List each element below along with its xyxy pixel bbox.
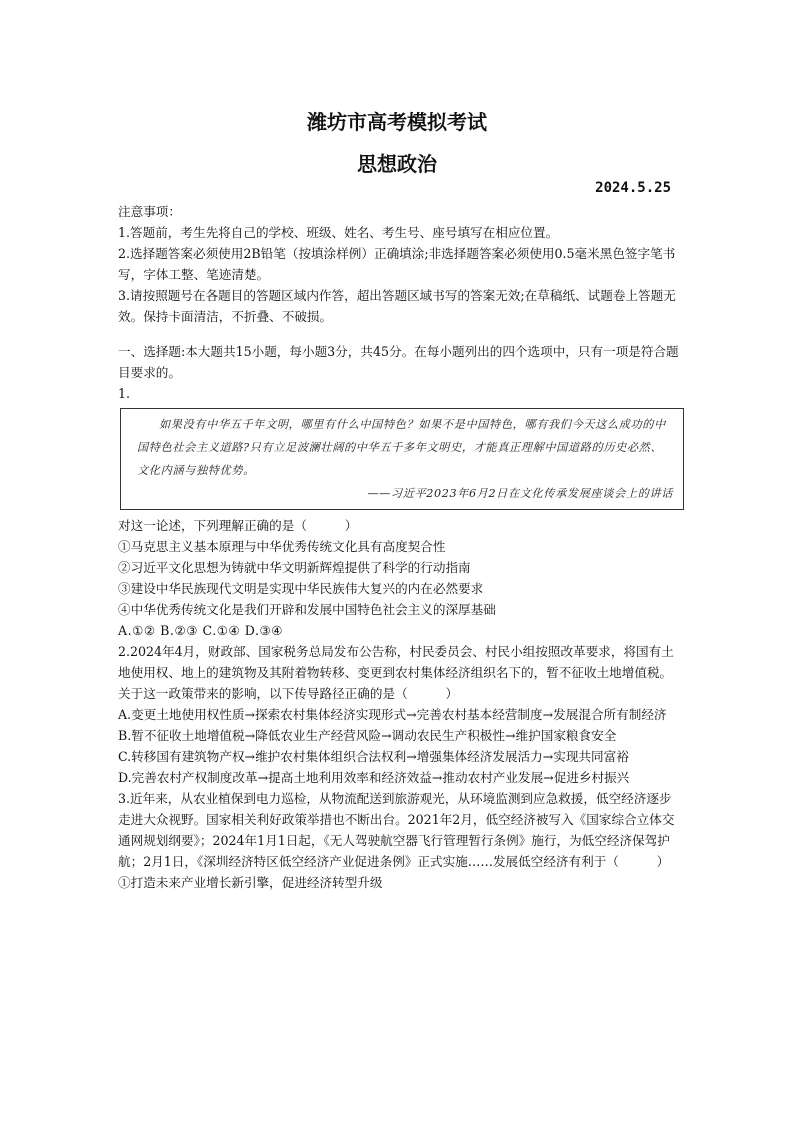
question-1-statement-1: ①马克思主义基本原理与中华优秀传统文化具有高度契合性	[118, 539, 446, 554]
notice-item-2: 2.选择题答案必须使用2B铅笔（按填涂样例）正确填涂;非选择题答案必须使用0.5毫米黑色签字笔书写，字体工整、笔迹清楚。	[118, 246, 676, 282]
quote-box	[120, 408, 684, 510]
section-heading: 一、选择题:本大题共15小题，每小题3分，共45分。在每小题列出的四个选项中，只有一项是符合题目要求的。	[118, 344, 679, 380]
notice-item-1: 1.答题前，考生先将自己的学校、班级、姓名、考生号、座号填写在相应位置。	[118, 225, 559, 240]
question-1-statement-2: ②习近平文化思想为铸就中华文明新辉煌提供了科学的行动指南	[118, 560, 471, 575]
exam-content	[118, 201, 684, 893]
exam-date: 2024.5.25	[595, 180, 671, 196]
spacer	[118, 327, 684, 341]
question-2-option-b: B.暂不征收土地增值税→降低农业生产经营风险→调动农民生产积极性→维护国家粮食安全	[118, 728, 617, 743]
notice-heading: 注意事项：	[118, 204, 181, 219]
question-1-statement-3: ③建设中华民族现代文明是实现中华民族伟大复兴的内在必然要求	[118, 581, 484, 596]
question-2-option-d: D.完善农村产权制度改革→提高土地利用效率和经济效益→推动农村产业发展→促进乡村振兴	[118, 770, 630, 785]
question-2-option-a: A.变更土地使用权性质→探索农村集体经济实现形式→完善农村基本经营制度→发展混合所有制经济	[118, 707, 667, 722]
question-1-statement-4: ④中华优秀传统文化是我们开辟和发展中国特色社会主义的深厚基础	[118, 602, 496, 617]
quote-text: 如果没有中华五千年文明，哪里有什么中国特色？如果不是中国特色，哪有我们今天这么成功的中国特色社会主义道路?只有立足波澜壮阔的中华五千多年文明史，才能真正理解中国道路的历史必然、文化内涵与独特优势。	[137, 418, 666, 477]
question-2-stem: 2.2024年4月，财政部、国家税务总局发布公告称，村民委员会、村民小组按照改革要求，将国有土地使用权、地上的建筑物及其附着物转移、变更到农村集体经济组织名下的，暂不征收土地增值税。关于这一政策带来的影响，以下传导路径正确的是（ ）	[118, 644, 674, 701]
question-2-option-c: C.转移国有建筑物产权→维护农村集体组织合法权利→增强集体经济发展活力→实现共同富裕	[118, 749, 629, 764]
question-1-stem: 对这一论述，下列理解正确的是（ ）	[118, 518, 358, 533]
quote-source: ——习近平2023年6月2日在文化传承发展座谈会上的讲话	[367, 487, 673, 500]
question-3-statement-1: ①打造未来产业增长新引擎，促进经济转型升级	[118, 875, 383, 890]
subject-title: 思想政治	[357, 152, 437, 176]
question-3-stem: 3.近年来，从农业植保到电力巡检，从物流配送到旅游观光，从环境监测到应急救援，低空经济逐步走进大众视野。国家相关利好政策举措也不断出台。2021年2月，低空经济被写入《国家综合立体交通网规划纲要》；2024年1月1日起，《无人驾驶航空器飞行管理暂行条例》施行，为低空经济保驾护航；2月1日，《深圳经济特区低空经济产业促进条例》正式实施……发展低空经济有利于（ ）	[118, 791, 675, 869]
question-1-options: A.①② B.②③ C.①④ D.③④	[118, 623, 284, 638]
question-1-number: 1.	[118, 386, 131, 401]
exam-title: 潍坊市高考模拟考试	[307, 110, 487, 134]
notice-item-3: 3.请按照题号在各题目的答题区域内作答，超出答题区域书写的答案无效;在草稿纸、试题卷上答题无效。保持卡面清洁，不折叠、不破损。	[118, 288, 676, 324]
